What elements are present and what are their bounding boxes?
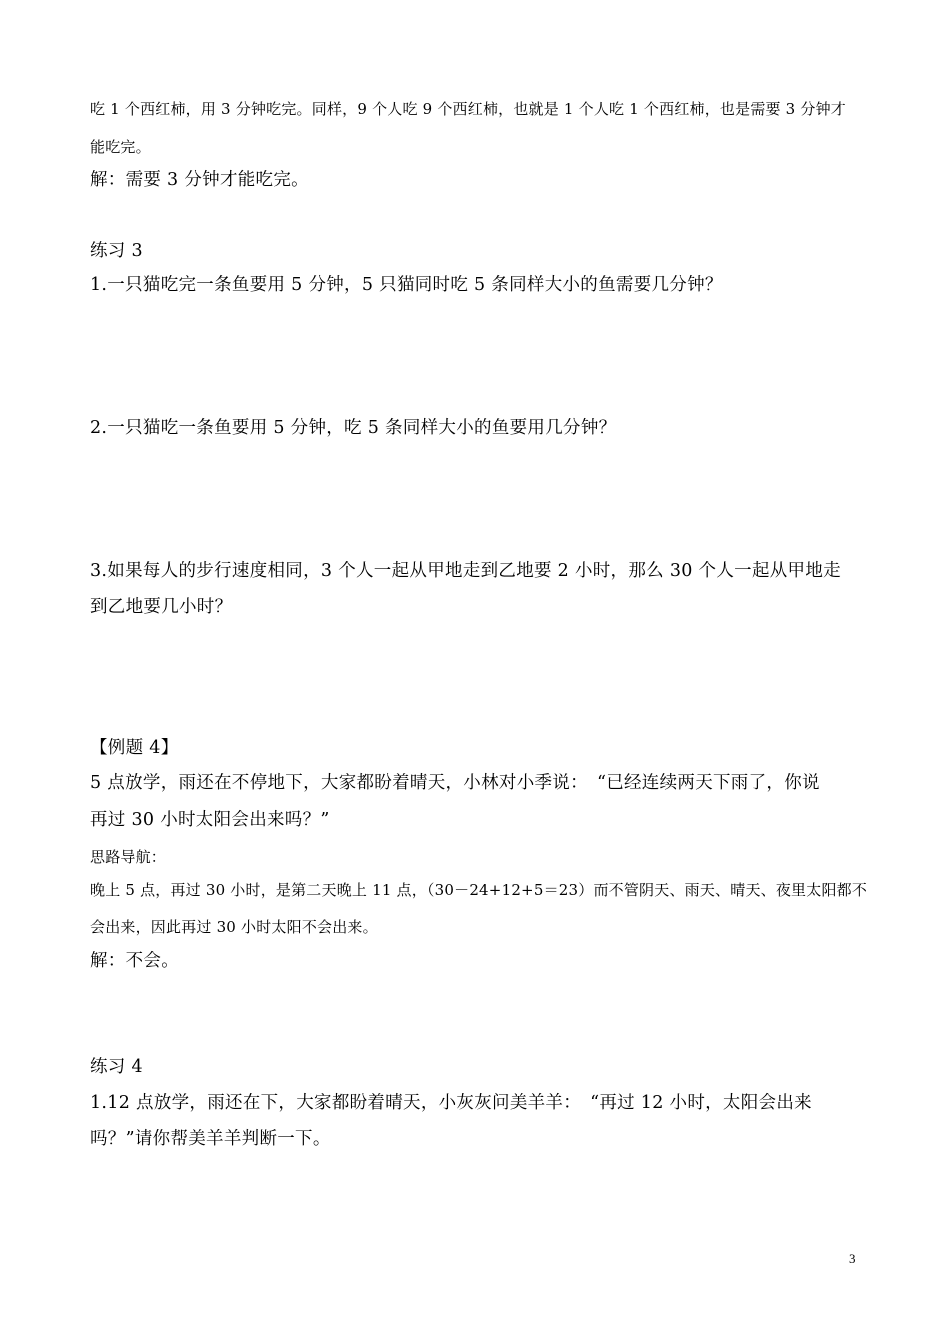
page-number: 3 <box>849 1251 856 1266</box>
exercise4-question-1-line-2: 吗？”请你帮美羊羊判断一下。 <box>90 1129 331 1149</box>
exercise3-heading: 练习 3 <box>90 241 143 261</box>
example3-answer: 解：需要 3 分钟才能吃完。 <box>90 170 309 190</box>
example4-problem-line-1: 5 点放学，雨还在不停地下，大家都盼着晴天，小林对小季说： “已经连续两天下雨了，你说 <box>90 773 820 793</box>
example4-problem-line-2: 再过 30 小时太阳会出来吗？” <box>90 810 330 830</box>
exercise4-question-1-line-1: 1.12 点放学，雨还在下，大家都盼着晴天，小灰灰问美羊羊： “再过 12 小时，太阳会出来 <box>90 1093 812 1113</box>
example4-answer: 解：不会。 <box>90 951 179 971</box>
example3-reasoning-line-2: 能吃完。 <box>90 138 151 156</box>
example4-hint-label: 思路导航： <box>90 848 167 866</box>
example4-heading: 【例题 4】 <box>90 738 179 758</box>
exercise3-question-2: 2.一只猫吃一条鱼要用 5 分钟，吃 5 条同样大小的鱼要用几分钟？ <box>90 418 617 438</box>
exercise3-question-1: 1.一只猫吃完一条鱼要用 5 分钟，5 只猫同时吃 5 条同样大小的鱼需要几分钟？ <box>90 275 723 295</box>
example4-reasoning-line-1: 晚上 5 点，再过 30 小时，是第二天晚上 11 点，（30－24+12+5＝23）而不管阴天、雨天、晴天、夜里太阳都不 <box>90 881 868 899</box>
exercise3-question-3-line-1: 3.如果每人的步行速度相同，3 个人一起从甲地走到乙地要 2 小时，那么 30 个人一起从甲地走 <box>90 561 841 581</box>
exercise3-question-3-line-2: 到乙地要几小时？ <box>90 597 233 617</box>
example3-reasoning-line-1: 吃 1 个西红柿，用 3 分钟吃完。同样，9 个人吃 9 个西红柿，也就是 1 个人吃 1 个西红柿，也是需要 3 分钟才 <box>90 100 846 118</box>
exercise4-heading: 练习 4 <box>90 1057 143 1077</box>
example4-reasoning-line-2: 会出来，因此再过 30 小时太阳不会出来。 <box>90 918 378 936</box>
